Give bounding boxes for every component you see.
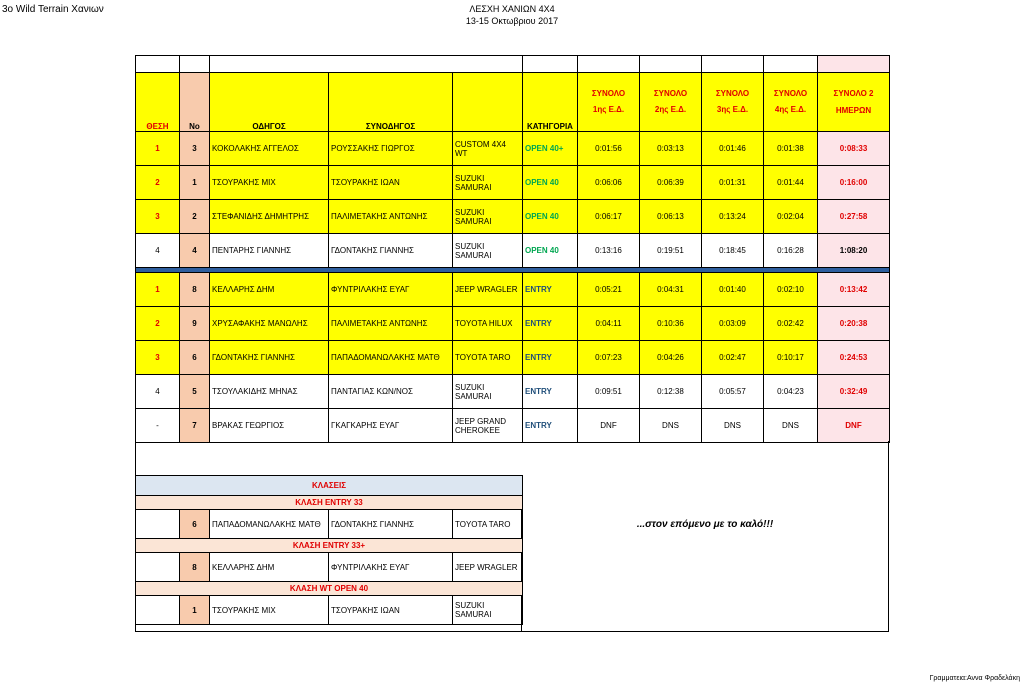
car-number-cell: 6 xyxy=(180,341,210,375)
car-number-cell: 1 xyxy=(180,166,210,200)
category-cell: OPEN 40+ xyxy=(523,132,578,166)
driver-cell: ΠΕΝΤΑΡΗΣ ΓΙΑΝΝΗΣ xyxy=(210,234,329,268)
stage-3-time: 0:18:45 xyxy=(702,234,764,268)
secretary-note: Γραμματεια:Αννα Φραδελάκη xyxy=(929,675,1020,682)
classes-title: ΚΛΑΣΕΙΣ xyxy=(136,476,523,496)
blank-top-row xyxy=(136,56,890,73)
class-name: ΚΛΑΣΗ ENTRY 33 xyxy=(136,496,523,510)
position-cell: 1 xyxy=(136,273,180,307)
stage-3-time: 0:05:57 xyxy=(702,375,764,409)
driver-cell: ΧΡΥΣΑΦΑΚΗΣ ΜΑΝΩΛΗΣ xyxy=(210,307,329,341)
document-header xyxy=(400,3,624,27)
class-name: ΚΛΑΣΗ ENTRY 33+ xyxy=(136,539,523,553)
total-time-cell: 1:08:20 xyxy=(818,234,890,268)
car-cell: JEEP GRAND CHEROKEE xyxy=(453,409,523,443)
club-title: ΛΕΣΧΗ ΧΑΝΙΩΝ 4Χ4 xyxy=(469,4,555,14)
class-name-row xyxy=(136,582,523,596)
stage-2-time: 0:19:51 xyxy=(640,234,702,268)
position-cell: 2 xyxy=(136,307,180,341)
stage-2-time: 0:04:31 xyxy=(640,273,702,307)
driver-cell: ΤΣΟΥΡΑΚΗΣ ΜΙΧ xyxy=(210,166,329,200)
class-car: JEEP WRAGLER xyxy=(453,553,523,582)
col-stage-4: ΣΥΝΟΛΟ 4ης Ε.Δ. xyxy=(764,73,818,132)
stage-1-time: 0:06:17 xyxy=(578,200,640,234)
col-position: ΘΕΣΗ xyxy=(136,73,180,132)
car-number-cell: 9 xyxy=(180,307,210,341)
result-row xyxy=(136,234,890,268)
stage-4-time: 0:02:42 xyxy=(764,307,818,341)
class-car-number: 1 xyxy=(180,596,210,625)
stage-1-time: 0:06:06 xyxy=(578,166,640,200)
class-car: SUZUKI SAMURAI xyxy=(453,596,523,625)
col-car xyxy=(453,73,523,132)
class-name-row xyxy=(136,539,523,553)
stage-2-time: 0:10:36 xyxy=(640,307,702,341)
stage-3-time: 0:01:31 xyxy=(702,166,764,200)
stage-3-time: 0:02:47 xyxy=(702,341,764,375)
stage-4-time: 0:01:38 xyxy=(764,132,818,166)
stage-2-time: 0:04:26 xyxy=(640,341,702,375)
car-cell: JEEP WRAGLER xyxy=(453,273,523,307)
category-cell: ENTRY xyxy=(523,307,578,341)
total-time-cell: 0:20:38 xyxy=(818,307,890,341)
codriver-cell: ΓΚΑΓΚΑΡΗΣ ΕΥΑΓ xyxy=(329,409,453,443)
category-cell: ENTRY xyxy=(523,375,578,409)
car-cell: SUZUKI SAMURAI xyxy=(453,166,523,200)
class-driver: ΤΣΟΥΡΑΚΗΣ ΜΙΧ xyxy=(210,596,329,625)
car-cell: SUZUKI SAMURAI xyxy=(453,200,523,234)
driver-cell: ΒΡΑΚΑΣ ΓΕΩΡΓΙΟΣ xyxy=(210,409,329,443)
col-stage-3: ΣΥΝΟΛΟ 3ης Ε.Δ. xyxy=(702,73,764,132)
category-cell: OPEN 40 xyxy=(523,166,578,200)
stage-2-time: DNS xyxy=(640,409,702,443)
result-row xyxy=(136,273,890,307)
driver-cell: ΚΕΛΛΑΡΗΣ ΔΗΜ xyxy=(210,273,329,307)
stage-4-time: 0:04:23 xyxy=(764,375,818,409)
stage-4-time: 0:16:28 xyxy=(764,234,818,268)
class-codriver: ΓΔΟΝΤΑΚΗΣ ΓΙΑΝΝΗΣ xyxy=(329,510,453,539)
col-driver: ΟΔΗΓΟΣ xyxy=(210,73,329,132)
class-codriver: ΦΥΝΤΡΙΛΑΚΗΣ ΕΥΑΓ xyxy=(329,553,453,582)
codriver-cell: ΠΑΝΤΑΓΙΑΣ ΚΩΝ/ΝΟΣ xyxy=(329,375,453,409)
class-car-number: 8 xyxy=(180,553,210,582)
result-row xyxy=(136,200,890,234)
class-driver: ΚΕΛΛΑΡΗΣ ΔΗΜ xyxy=(210,553,329,582)
stage-3-time: 0:03:09 xyxy=(702,307,764,341)
car-number-cell: 3 xyxy=(180,132,210,166)
classes-table xyxy=(135,475,523,625)
result-row xyxy=(136,307,890,341)
results-group-entry xyxy=(136,273,890,443)
stage-3-time: DNS xyxy=(702,409,764,443)
codriver-cell: ΡΟΥΣΣΑΚΗΣ ΓΙΩΡΓΟΣ xyxy=(329,132,453,166)
stage-3-time: 0:01:46 xyxy=(702,132,764,166)
total-time-cell: 0:24:53 xyxy=(818,341,890,375)
car-number-cell: 4 xyxy=(180,234,210,268)
category-cell: ENTRY xyxy=(523,341,578,375)
col-category: ΚΑΤΗΓΟΡΙΑ xyxy=(523,73,578,132)
category-cell: ENTRY xyxy=(523,273,578,307)
stage-2-time: 0:06:13 xyxy=(640,200,702,234)
codriver-cell: ΦΥΝΤΡΙΛΑΚΗΣ ΕΥΑΓ xyxy=(329,273,453,307)
car-cell: TOYOTA HILUX xyxy=(453,307,523,341)
total-time-cell: DNF xyxy=(818,409,890,443)
stage-1-time: 0:13:16 xyxy=(578,234,640,268)
position-cell: - xyxy=(136,409,180,443)
car-cell: SUZUKI SAMURAI xyxy=(453,375,523,409)
stage-1-time: 0:07:23 xyxy=(578,341,640,375)
results-table xyxy=(135,55,890,443)
codriver-cell: ΠΑΠΑΔΟΜΑΝΩΛΑΚΗΣ ΜΑΤΘ xyxy=(329,341,453,375)
category-cell: OPEN 40 xyxy=(523,234,578,268)
class-blank-cell xyxy=(136,510,180,539)
car-number-cell: 7 xyxy=(180,409,210,443)
col-stage-2: ΣΥΝΟΛΟ 2ης Ε.Δ. xyxy=(640,73,702,132)
stage-3-time: 0:13:24 xyxy=(702,200,764,234)
position-cell: 3 xyxy=(136,200,180,234)
driver-cell: ΓΔΟΝΤΑΚΗΣ ΓΙΑΝΝΗΣ xyxy=(210,341,329,375)
results-group-open xyxy=(136,132,890,268)
class-name-row xyxy=(136,496,523,510)
class-winner-row xyxy=(136,596,523,625)
car-number-cell: 8 xyxy=(180,273,210,307)
result-row xyxy=(136,341,890,375)
category-cell: OPEN 40 xyxy=(523,200,578,234)
col-number: No xyxy=(180,73,210,132)
position-cell: 3 xyxy=(136,341,180,375)
stage-1-time: DNF xyxy=(578,409,640,443)
category-cell: ENTRY xyxy=(523,409,578,443)
class-name: ΚΛΑΣΗ WT OPEN 40 xyxy=(136,582,523,596)
stage-1-time: 0:01:56 xyxy=(578,132,640,166)
driver-cell: ΚΟΚΟΛΑΚΗΣ ΑΓΓΕΛΟΣ xyxy=(210,132,329,166)
col-total: ΣΥΝΟΛΟ 2 ΗΜΕΡΩΝ xyxy=(818,73,890,132)
class-blank-cell xyxy=(136,553,180,582)
class-winner-row xyxy=(136,553,523,582)
stage-1-time: 0:09:51 xyxy=(578,375,640,409)
codriver-cell: ΤΣΟΥΡΑΚΗΣ ΙΩΑΝ xyxy=(329,166,453,200)
position-cell: 4 xyxy=(136,375,180,409)
stage-2-time: 0:06:39 xyxy=(640,166,702,200)
event-date: 13-15 Οκτωβριου 2017 xyxy=(465,16,559,26)
stage-2-time: 0:12:38 xyxy=(640,375,702,409)
stage-1-time: 0:05:21 xyxy=(578,273,640,307)
col-codriver: ΣΥΝΟΔΗΓΟΣ xyxy=(329,73,453,132)
col-stage-1: ΣΥΝΟΛΟ 1ης Ε.Δ. xyxy=(578,73,640,132)
driver-cell: ΣΤΕΦΑΝΙΔΗΣ ΔΗΜΗΤΡΗΣ xyxy=(210,200,329,234)
driver-cell: ΤΣΟΥΛΑΚΙΔΗΣ ΜΗΝΑΣ xyxy=(210,375,329,409)
total-time-cell: 0:32:49 xyxy=(818,375,890,409)
total-time-cell: 0:08:33 xyxy=(818,132,890,166)
result-row xyxy=(136,166,890,200)
total-time-cell: 0:13:42 xyxy=(818,273,890,307)
car-cell: SUZUKI SAMURAI xyxy=(453,234,523,268)
classes-title-row xyxy=(136,476,523,496)
car-cell: CUSTOM 4X4 WT xyxy=(453,132,523,166)
position-cell: 2 xyxy=(136,166,180,200)
total-time-cell: 0:27:58 xyxy=(818,200,890,234)
stage-4-time: 0:01:44 xyxy=(764,166,818,200)
codriver-cell: ΠΑΛΙΜΕΤΑΚΗΣ ΑΝΤΩΝΗΣ xyxy=(329,307,453,341)
stage-4-time: DNS xyxy=(764,409,818,443)
event-name: 3ο Wild Terrain Χανιων xyxy=(2,4,104,15)
codriver-cell: ΓΔΟΝΤΑΚΗΣ ΓΙΑΝΝΗΣ xyxy=(329,234,453,268)
stage-4-time: 0:10:17 xyxy=(764,341,818,375)
stage-4-time: 0:02:10 xyxy=(764,273,818,307)
total-time-cell: 0:16:00 xyxy=(818,166,890,200)
stage-1-time: 0:04:11 xyxy=(578,307,640,341)
closing-message: ...στον επόμενο με το καλό!!! xyxy=(636,519,774,530)
car-cell: TOYOTA TARO xyxy=(453,341,523,375)
position-cell: 1 xyxy=(136,132,180,166)
class-car-number: 6 xyxy=(180,510,210,539)
class-car: TOYOTA TARO xyxy=(453,510,523,539)
header-row xyxy=(136,73,890,132)
codriver-cell: ΠΑΛΙΜΕΤΑΚΗΣ ΑΝΤΩΝΗΣ xyxy=(329,200,453,234)
result-row xyxy=(136,375,890,409)
class-codriver: ΤΣΟΥΡΑΚΗΣ ΙΩΑΝ xyxy=(329,596,453,625)
stage-2-time: 0:03:13 xyxy=(640,132,702,166)
class-winner-row xyxy=(136,510,523,539)
car-number-cell: 5 xyxy=(180,375,210,409)
stage-4-time: 0:02:04 xyxy=(764,200,818,234)
result-row xyxy=(136,132,890,166)
class-blank-cell xyxy=(136,596,180,625)
stage-3-time: 0:01:40 xyxy=(702,273,764,307)
position-cell: 4 xyxy=(136,234,180,268)
class-driver: ΠΑΠΑΔΟΜΑΝΩΛΑΚΗΣ ΜΑΤΘ xyxy=(210,510,329,539)
result-row xyxy=(136,409,890,443)
car-number-cell: 2 xyxy=(180,200,210,234)
